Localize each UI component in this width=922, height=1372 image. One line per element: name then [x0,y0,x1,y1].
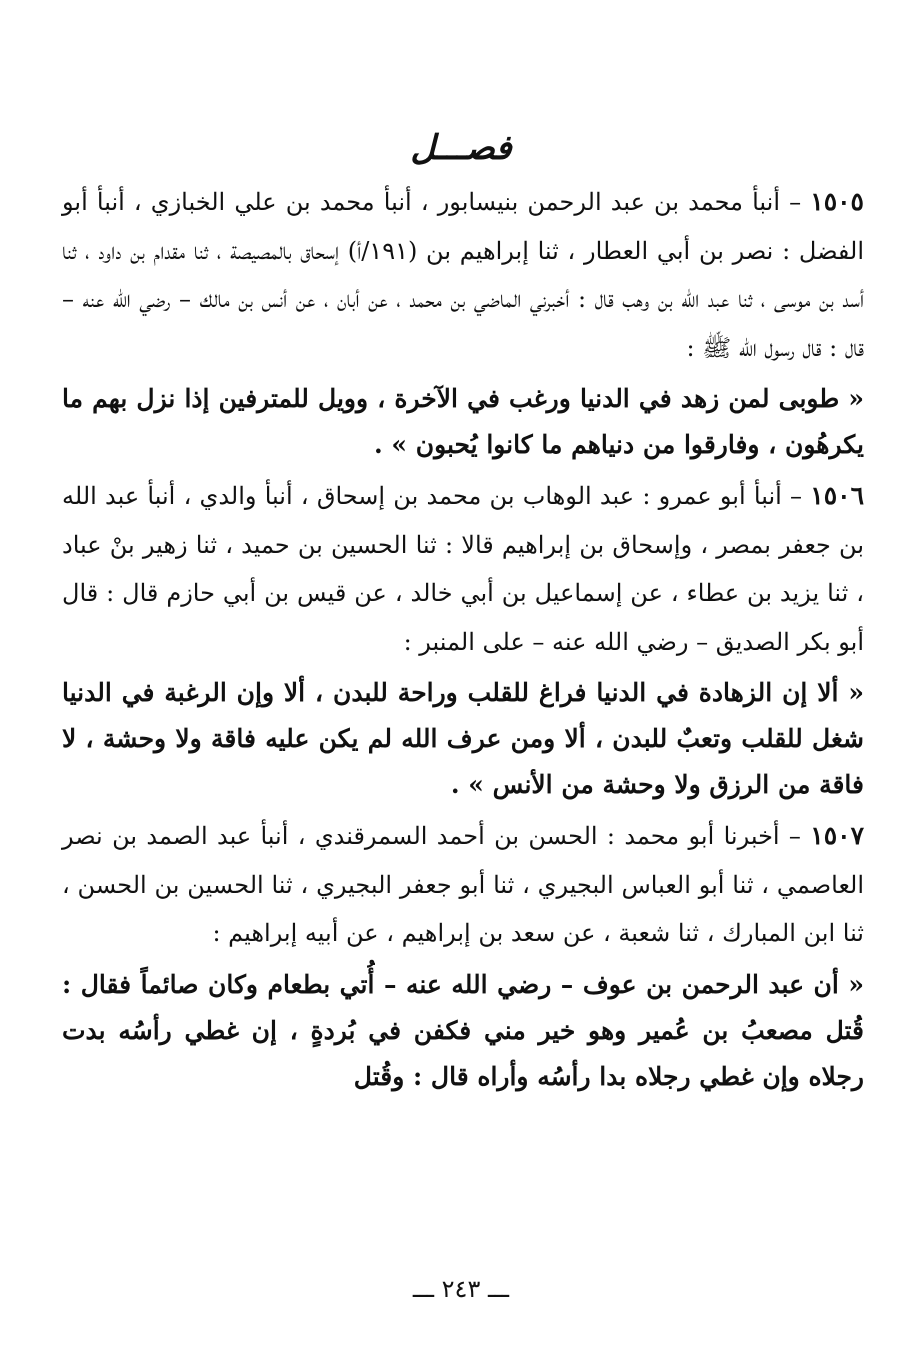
hadith-1505-chain [62,178,864,372]
page-number: ـــ ٢٤٣ ـــ [412,1275,510,1303]
hadith-1506-text: « ألا إن الزهادة في الدنيا فراغ للقلب وراحة للبدن ، ألا وإن الرغبة في الدنيا شغل للقلب وتعبٌ للبدن ، ألا ومن عرف الله لم يكن عليه فاقة ولا وحشة ، لا فاقة من الرزق ولا وحشة من الأنس » . [62,678,864,799]
isnad-text: – أنبأ أبو عمرو : عبد الوهاب بن محمد بن إسحاق ، أنبأ والدي ، أنبأ عبد الله بن جعفر بمصر ، وإسحاق بن إبراهيم قالا : ثنا الحسين بن حميد ، ثنا زهير بنْ عباد ، ثنا يزيد بن عطاء ، عن إسماعيل بن أبي خالد ، عن قيس بن أبي حازم قال : قال أبو بكر الصديق – رضي الله عنه – على المنبر : [62,482,864,656]
hadith-number: ١٥٠٥ [810,187,864,216]
hadith-1507-chain [62,812,864,958]
isnad-text: – أنبأ محمد بن عبد الرحمن بنيسابور ، أنبأ محمد بن علي الخبازي ، أنبأ أبو الفضل : نصر بن أبي العطار ، ثنا إبراهيم بن (١٩١/أ) إسحاق بالمصيصة ، ثنا مقدام بن داود ، ثنا أسد بن موسى ، ثنا عبد الله بن وهب قال : أخبرني الماضي بن محمد ، عن أبان ، عن أنس بن مالك – رضي الله عنه – قال : قال رسول الله ﷺ : [62,188,864,362]
hadith-1506-chain [62,472,864,666]
section-heading: فصـــل [410,128,512,168]
hadith-number: ١٥٠٦ [810,481,864,510]
page-content [62,178,864,1104]
isnad-text: – أخبرنا أبو محمد : الحسن بن أحمد السمرقندي ، أنبأ عبد الصمد بن نصر العاصمي ، ثنا أبو العباس البجيري ، ثنا أبو جعفر البجيري ، ثنا الحسين بن الحسن ، ثنا ابن المبارك ، ثنا شعبة ، عن سعد بن إبراهيم ، عن أبيه إبراهيم : [62,822,864,947]
hadith-1505-text: « طوبى لمن زهد في الدنيا ورغب في الآخرة ، وويل للمترفين إذا نزل بهم ما يكرهُون ، وفارقوا من دنياهم ما كانوا يُحبون » . [62,384,864,459]
hadith-1507-text: « أن عبد الرحمن بن عوف – رضي الله عنه – أُتي بطعام وكان صائماً فقال : قُتل مصعبُ بن عُمير وهو خير مني فكفن في بُردةٍ ، إن غطي رأسُه بدت رجلاه وإن غطي رجلاه بدا رأسُه وأراه قال : وقُتل [62,969,864,1091]
hadith-number: ١٥٠٧ [810,821,864,850]
